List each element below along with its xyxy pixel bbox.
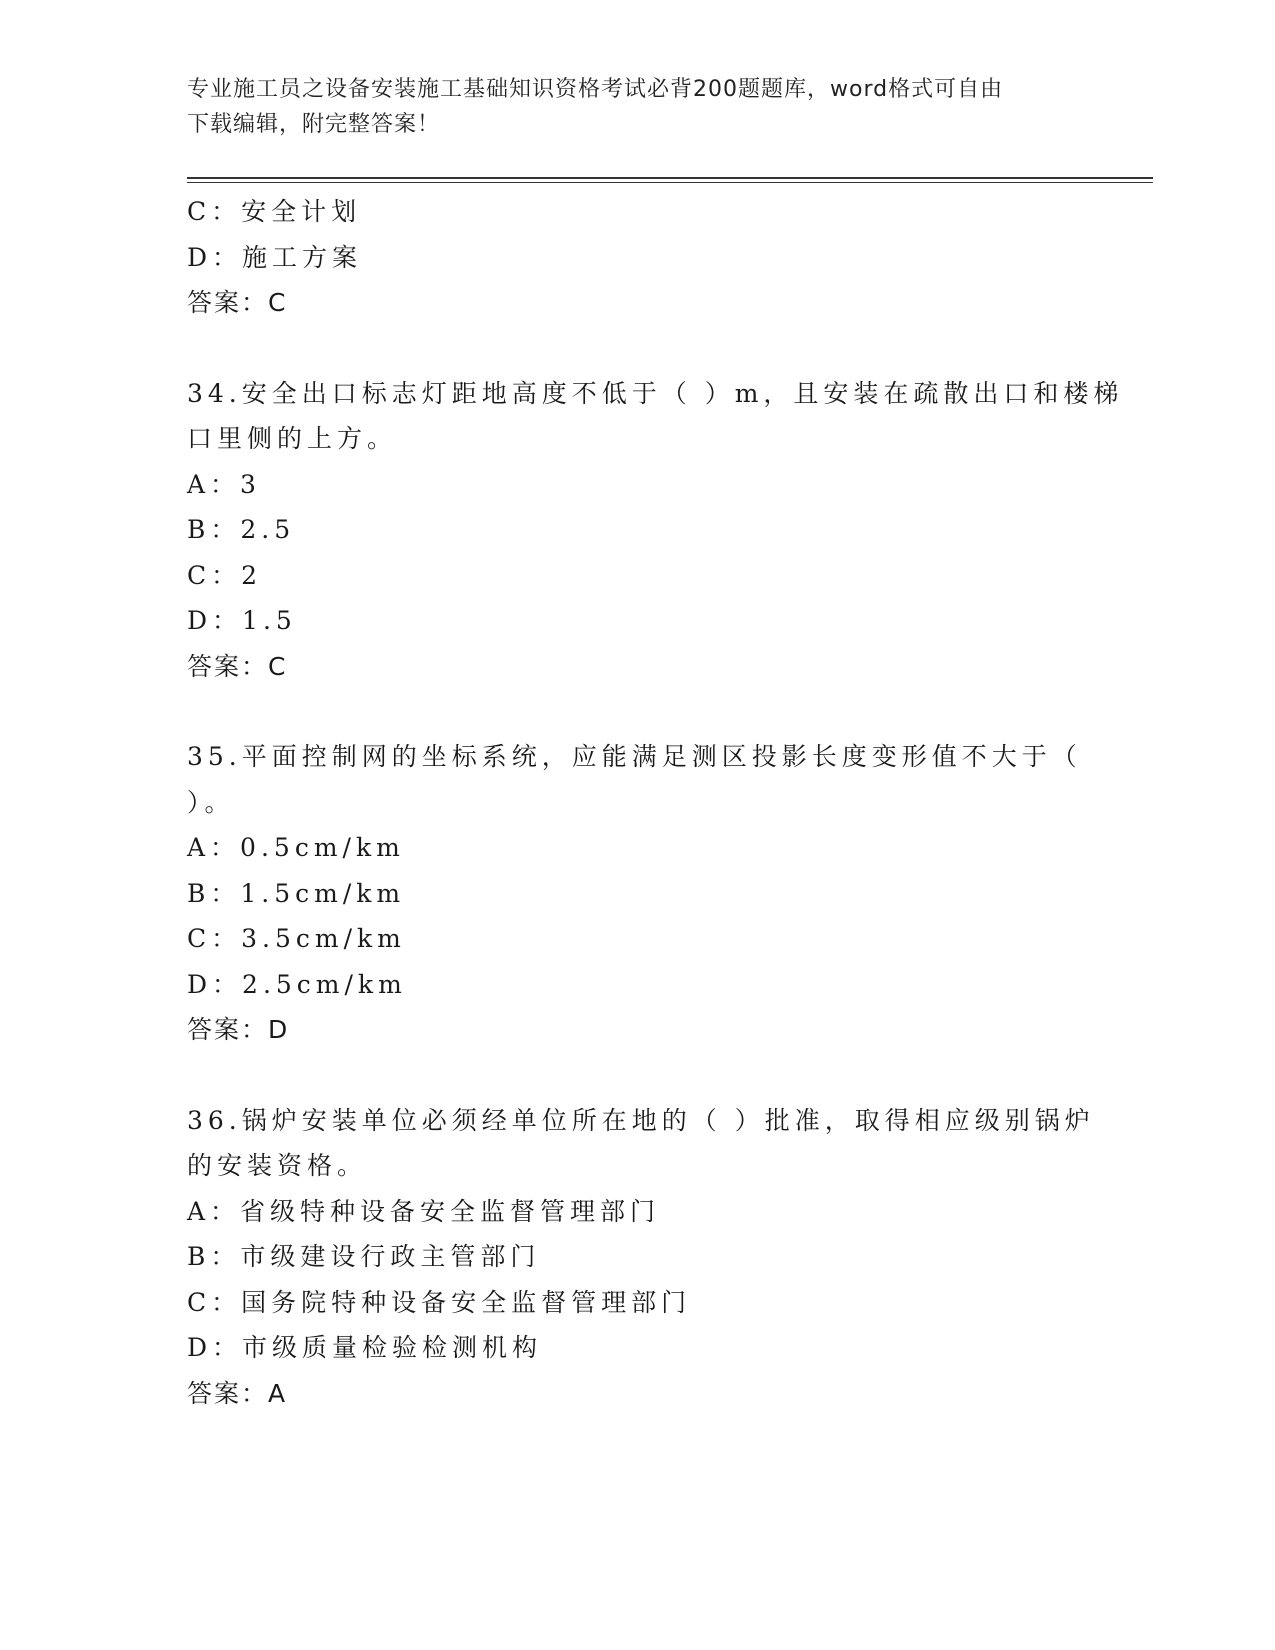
option-b: B：市级建设行政主管部门 (187, 1242, 541, 1271)
answer-line: 答案：A (187, 1378, 288, 1408)
prev-question-block (187, 189, 1087, 326)
option-d: D：施工方案 (187, 242, 363, 272)
question-35 (187, 734, 1087, 1053)
question-list (187, 189, 1124, 1416)
question-stem-line-2: 的安装资格。 (187, 1151, 368, 1180)
header-line-2: 下载编辑，附完整答案！ (187, 112, 441, 137)
question-34 (187, 371, 1124, 690)
option-c: C：安全计划 (187, 197, 362, 226)
question-stem-line-2: ）。 (187, 787, 235, 817)
question-36 (187, 1098, 1095, 1417)
header-divider-thick (187, 177, 1153, 179)
answer-line: 答案：D (187, 1015, 290, 1044)
question-stem-line-1: 35.平面控制网的坐标系统，应能满足测区投影长度变形值不大于（ (187, 742, 1082, 771)
header-divider-thin (187, 182, 1153, 183)
answer-line: 答案：C (187, 651, 288, 681)
document-header (187, 72, 1067, 142)
option-c: C：国务院特种设备安全监督管理部门 (187, 1287, 692, 1317)
option-c: C：3.5cm/km (187, 924, 406, 953)
question-stem-line-2: 口里侧的上方。 (187, 424, 398, 453)
option-a: A：3 (187, 469, 261, 499)
answer-line: 答案：C (187, 288, 288, 317)
option-d: D：市级质量检验检测机构 (187, 1333, 543, 1362)
option-b: B：2.5 (187, 515, 296, 544)
question-stem-line-1: 36.锅炉安装单位必须经单位所在地的（ ）批准，取得相应级别锅炉 (187, 1105, 1095, 1135)
question-stem-line-1: 34.安全出口标志灯距地高度不低于（ ）m，且安装在疏散出口和楼梯 (187, 378, 1124, 408)
option-d: D：2.5cm/km (187, 969, 407, 999)
option-b: B：1.5cm/km (187, 878, 406, 908)
option-a: A：0.5cm/km (187, 833, 405, 862)
option-d: D：1.5 (187, 606, 297, 635)
option-c: C：2 (187, 560, 263, 590)
option-a: A：省级特种设备安全监督管理部门 (187, 1196, 661, 1226)
header-line-1: 专业施工员之设备安装施工基础知识资格考试必背200题题库，word格式可自由 (187, 77, 1004, 102)
